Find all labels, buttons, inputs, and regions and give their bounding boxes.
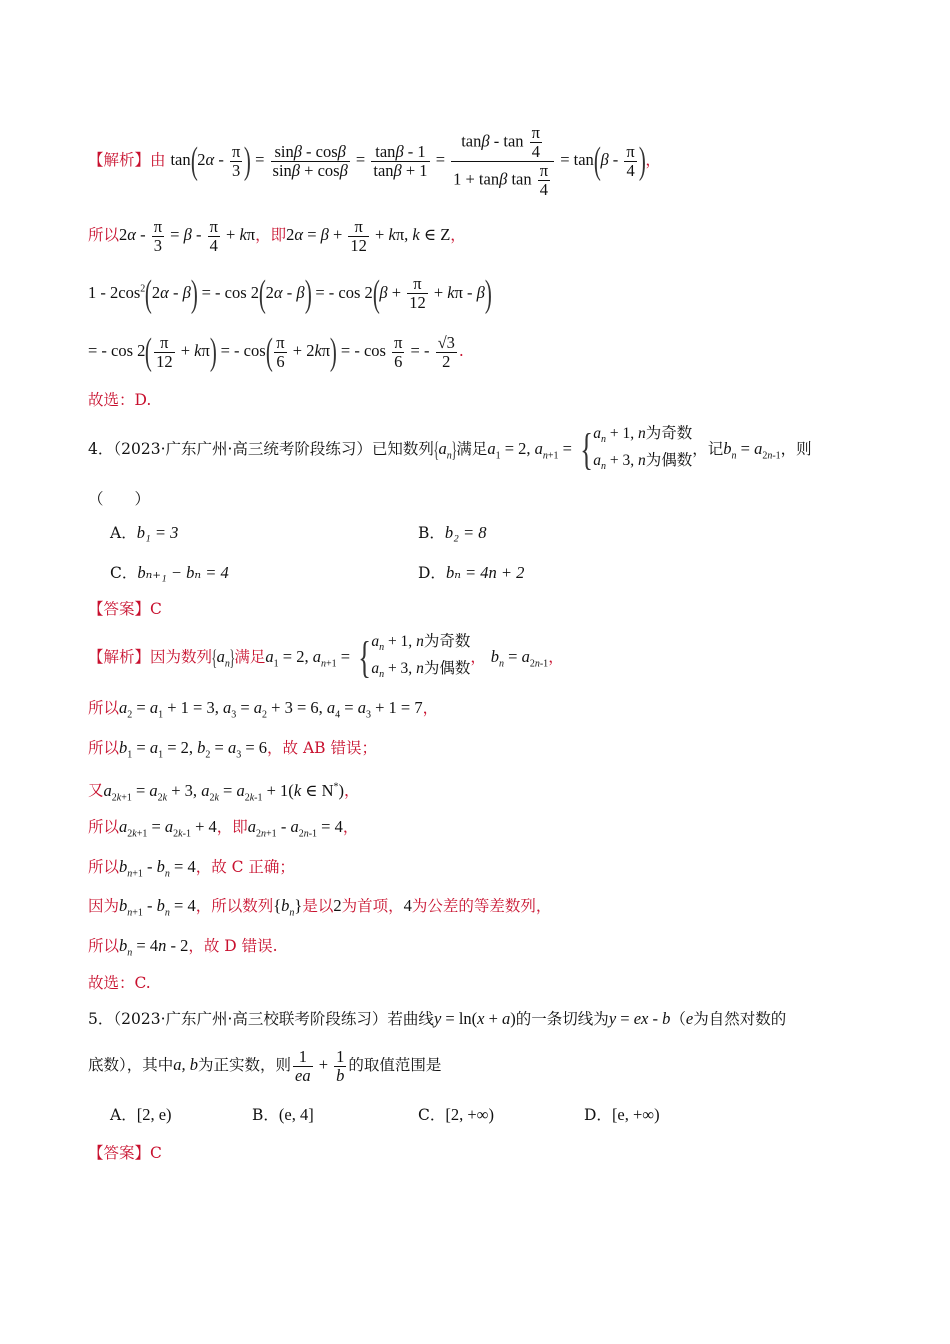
symbol-ab: a, b bbox=[173, 1055, 199, 1074]
text-base: 底数），其中 bbox=[88, 1056, 174, 1074]
analysis-label: 【解析】 bbox=[88, 648, 151, 666]
answer-label: 【答案】 bbox=[88, 1144, 151, 1162]
option-expr: b₂ = 8 bbox=[444, 523, 487, 542]
solution-intro: 由 bbox=[150, 151, 166, 169]
q4-option-c[interactable] bbox=[110, 562, 229, 584]
formula-sum-fractions: $\frac{1}{ea}$ + $\frac{1}{b}$ bbox=[295, 1046, 345, 1085]
q4-solution-line-5: 所以$a_{2k+1} = a_{2k-1} + 4$，即$a_{2n+1} - a_{2n-1} = 4$， bbox=[88, 817, 359, 840]
formula-recurrence: $a_1 = 2$, $a_{n+1}$ = { $a_n + 1$, n为奇数 $a_n + 3$, n为偶数 bbox=[487, 424, 693, 475]
option-expr: (e, 4] bbox=[278, 1105, 314, 1124]
text-seq: ，所以数列 bbox=[195, 897, 274, 915]
option-letter: C． bbox=[110, 564, 138, 582]
formula-angle-relation: 2α - $\frac{\pi}{3}$ = β - $\frac{\pi}{4}$ + kπ bbox=[119, 216, 256, 255]
text-note: ，记 bbox=[692, 440, 724, 458]
option-expr: b₁ = 3 bbox=[136, 523, 179, 542]
text-tangent: 的一条切线为 bbox=[515, 1010, 609, 1028]
option-letter: C． bbox=[418, 1106, 446, 1124]
formula-b-diff: $b_{n+1} - b_n = 4$ bbox=[119, 896, 196, 919]
formula-seq-bn: $\{b_n\}$ bbox=[273, 896, 303, 919]
formula-bn-def: $b_n = a_{2n-1}$ bbox=[723, 439, 781, 462]
text-range: 的取值范围是 bbox=[348, 1056, 442, 1074]
symbol-e: e bbox=[685, 1009, 694, 1028]
text-again: 又 bbox=[88, 781, 104, 800]
text-difference: 为公差的等差数列， bbox=[411, 897, 552, 915]
q5-option-b[interactable] bbox=[252, 1104, 314, 1126]
formula-terms: $a_2 = a_1 + 1 = 3$, $a_3 = a_2 + 3 = 6$, $a_4 = a_3 + 1 = 7$ bbox=[119, 698, 423, 721]
formula-tan-identity: tan(2α - $\frac{\pi}{3}$ ) = $\frac{\sin\beta - \cos\beta}{\sin\beta + \cos\beta}$ = $\frac{\tan\beta - 1}{\tan\beta + 1}$ = tanβ - tan $\frac{\pi}{4}$ 1 + tanβ tan $\frac{\pi}{4}$ = tan(β - $\frac{\pi}{4}$ ) bbox=[170, 122, 646, 199]
formula-step-k: $a_{2k+1} = a_{2k-1} + 4$ bbox=[119, 817, 217, 840]
q4-solution-line-4: 又$a_{2k+1} = a_{2k} + 3$, $a_{2k} = a_{2k-1} + 1(k$ ∈ N*)， bbox=[88, 780, 360, 803]
option-expr: bₙ = 4n + 2 bbox=[445, 563, 525, 582]
option-letter: B． bbox=[252, 1106, 279, 1124]
q3-solution-line-2: 所以2α - $\frac{\pi}{3}$ = β - $\frac{\pi}{4}$ + kπ，即2α = β + $\frac{\pi}{12}$ + kπ, k ∈ Z， bbox=[88, 216, 466, 255]
q5-option-a[interactable] bbox=[110, 1104, 172, 1126]
formula-bn-general: $b_n = 4n - 2$ bbox=[119, 936, 189, 959]
option-letter: B． bbox=[418, 524, 445, 542]
text-then: ，则 bbox=[780, 440, 812, 458]
formula-recurrence: $a_1 = 2$, $a_{n+1}$ = { $a_n + 1$, n为奇数 $a_n + 3$, n为偶数 bbox=[265, 632, 471, 683]
option-letter: D． bbox=[584, 1106, 612, 1124]
text-so: 所以 bbox=[88, 226, 120, 244]
text-ab-wrong: ，故 AB 错误； bbox=[267, 739, 377, 757]
q4-bracket: （ ） bbox=[88, 490, 151, 508]
formula-b-values: $b_1 = a_1 = 2$, $b_2 = a_3 = 6$ bbox=[119, 738, 268, 761]
q5-answer bbox=[88, 1142, 162, 1164]
text-so: 所以 bbox=[88, 818, 120, 836]
answer-label: 【答案】 bbox=[88, 600, 151, 618]
text-because: 因为 bbox=[88, 897, 120, 915]
q4-solution-line-8 bbox=[88, 935, 278, 964]
q5-stem-line-1 bbox=[88, 1008, 786, 1030]
q3-solution-line-1: 【解析】由 tan(2α - $\frac{\pi}{3}$ ) = $\frac{\sin\beta - \cos\beta}{\sin\beta + \cos\beta}$ = $\frac{\tan\beta - 1}{\tan\beta + 1}$ = tanβ - tan $\frac{\pi}{4}$ 1 + tanβ tan $\frac{\pi}{4}$ = tan(β - $\frac{\pi}{4}$ )， bbox=[88, 122, 661, 199]
q5-option-c[interactable] bbox=[418, 1104, 494, 1126]
formula-seq-an: $\{a_n\}$ bbox=[211, 645, 236, 671]
text-paren: （ bbox=[670, 1010, 686, 1028]
text-namely: ，即 bbox=[255, 226, 287, 244]
option-letter: A． bbox=[110, 524, 137, 542]
cond-odd: 为奇数 bbox=[423, 632, 471, 651]
cond-odd: 为奇数 bbox=[645, 424, 693, 443]
text-so: 所以 bbox=[88, 937, 120, 955]
q4-conclusion: 故选：C. bbox=[88, 974, 151, 992]
text-e-desc: 为自然对数的 bbox=[693, 1010, 787, 1028]
formula-seq-an: $\{a_n\}$ bbox=[433, 437, 457, 463]
option-letter: A． bbox=[110, 1106, 137, 1124]
option-expr: [2, +∞) bbox=[445, 1105, 494, 1124]
text-is-first: 是以 bbox=[302, 897, 334, 915]
formula-cos-expand: $1 - 2\cos^2(2\alpha - \beta)$ = - cos 2(2α - β) = - cos 2(β + $\frac{\pi}{12}$ + kπ - β) bbox=[88, 272, 492, 315]
text-c-correct: ，故 C 正确； bbox=[195, 858, 295, 876]
formula-step-n: $a_{2n+1} - a_{2n-1} = 4$ bbox=[247, 817, 343, 840]
text-so: 所以 bbox=[88, 858, 120, 876]
q4-option-d[interactable] bbox=[418, 562, 524, 584]
formula-alpha-relation: 2α = β + $\frac{\pi}{12}$ + kπ, k ∈ Z bbox=[286, 216, 451, 255]
option-expr: bₙ₊₁ − bₙ = 4 bbox=[137, 563, 229, 582]
cond-even: 为偶数 bbox=[423, 659, 471, 678]
formula-tangent-line: y = ex - b bbox=[608, 1009, 671, 1028]
q4-stem-line-1 bbox=[88, 422, 812, 476]
option-letter: D． bbox=[418, 564, 446, 582]
q4-solution-line-1: 【解析】因为数列$\{a_n\}$满足$a_1 = 2$, $a_{n+1}$ = { $a_n + 1$, n为奇数 $a_n + 3$, n为偶数 ， $b_n = a_{2n-1}$， bbox=[88, 632, 564, 683]
difference-value: 4 bbox=[403, 896, 412, 915]
text-so: 所以 bbox=[88, 699, 120, 717]
answer-value: C bbox=[150, 600, 162, 618]
analysis-label: 【解析】 bbox=[88, 151, 151, 169]
q5-stem-line-2 bbox=[88, 1042, 441, 1088]
formula-bn-def: $b_n = a_{2n-1}$ bbox=[490, 647, 549, 670]
text-satisfy: 满足 bbox=[456, 440, 488, 458]
text-because: 因为数列 bbox=[150, 648, 213, 666]
q4-answer bbox=[88, 598, 162, 620]
option-expr: [e, +∞) bbox=[611, 1105, 660, 1124]
q4-solution-line-3 bbox=[88, 737, 377, 766]
text-so: 所以 bbox=[88, 739, 120, 757]
cond-even: 为偶数 bbox=[645, 451, 693, 470]
q4-number: 4． bbox=[88, 440, 114, 458]
q5-number: 5． bbox=[88, 1010, 114, 1028]
option-expr: [2, e) bbox=[136, 1105, 172, 1124]
q5-option-d[interactable] bbox=[584, 1104, 660, 1126]
q3-solution-line-4: = - cos 2( $\frac{\pi}{12}$ + kπ) = - cos( $\frac{\pi}{6}$ + 2kπ) = - cos $\frac{\pi}{6}$ = - $\frac{√3}{2}$ . bbox=[88, 331, 464, 374]
text-first-term: 为首项， bbox=[341, 897, 404, 915]
q4-option-b[interactable] bbox=[418, 522, 487, 544]
first-term-value: 2 bbox=[333, 896, 342, 915]
q4-source: （2023·广东广州·高三统考阶段练习）已知数列 bbox=[113, 440, 434, 458]
q3-conclusion: 故选：D. bbox=[88, 391, 152, 409]
answer-value: C bbox=[150, 1144, 162, 1162]
q4-solution-line-2: 所以$a_2 = a_1 + 1 = 3$, $a_3 = a_2 + 3 = 6$, $a_4 = a_3 + 1 = 7$， bbox=[88, 698, 439, 721]
q4-option-a[interactable] bbox=[110, 522, 178, 544]
formula-b-diff: $b_{n+1} - b_n = 4$ bbox=[119, 857, 196, 880]
text-d-wrong: ，故 D 错误. bbox=[188, 937, 278, 955]
text-positive: 为正实数，则 bbox=[198, 1056, 292, 1074]
formula-even-odd: $a_{2k+1} = a_{2k} + 3$, $a_{2k} = a_{2k-1} + 1(k$ ∈ N*) bbox=[103, 780, 345, 803]
q5-source: （2023·广东广州·高三校联考阶段练习）若曲线 bbox=[113, 1010, 434, 1028]
q3-solution-line-3 bbox=[88, 268, 492, 315]
q4-solution-line-7 bbox=[88, 895, 551, 924]
formula-cos-result: = - cos 2( $\frac{\pi}{12}$ + kπ) = - cos( $\frac{\pi}{6}$ + 2kπ) = - cos $\frac{\pi}{6}$ = - $\frac{√3}{2}$ bbox=[88, 331, 455, 374]
text-namely: ，即 bbox=[216, 818, 248, 836]
q4-solution-line-6 bbox=[88, 856, 295, 885]
text-satisfy: 满足 bbox=[234, 648, 266, 666]
formula-curve: y = ln(x + a) bbox=[433, 1009, 516, 1028]
